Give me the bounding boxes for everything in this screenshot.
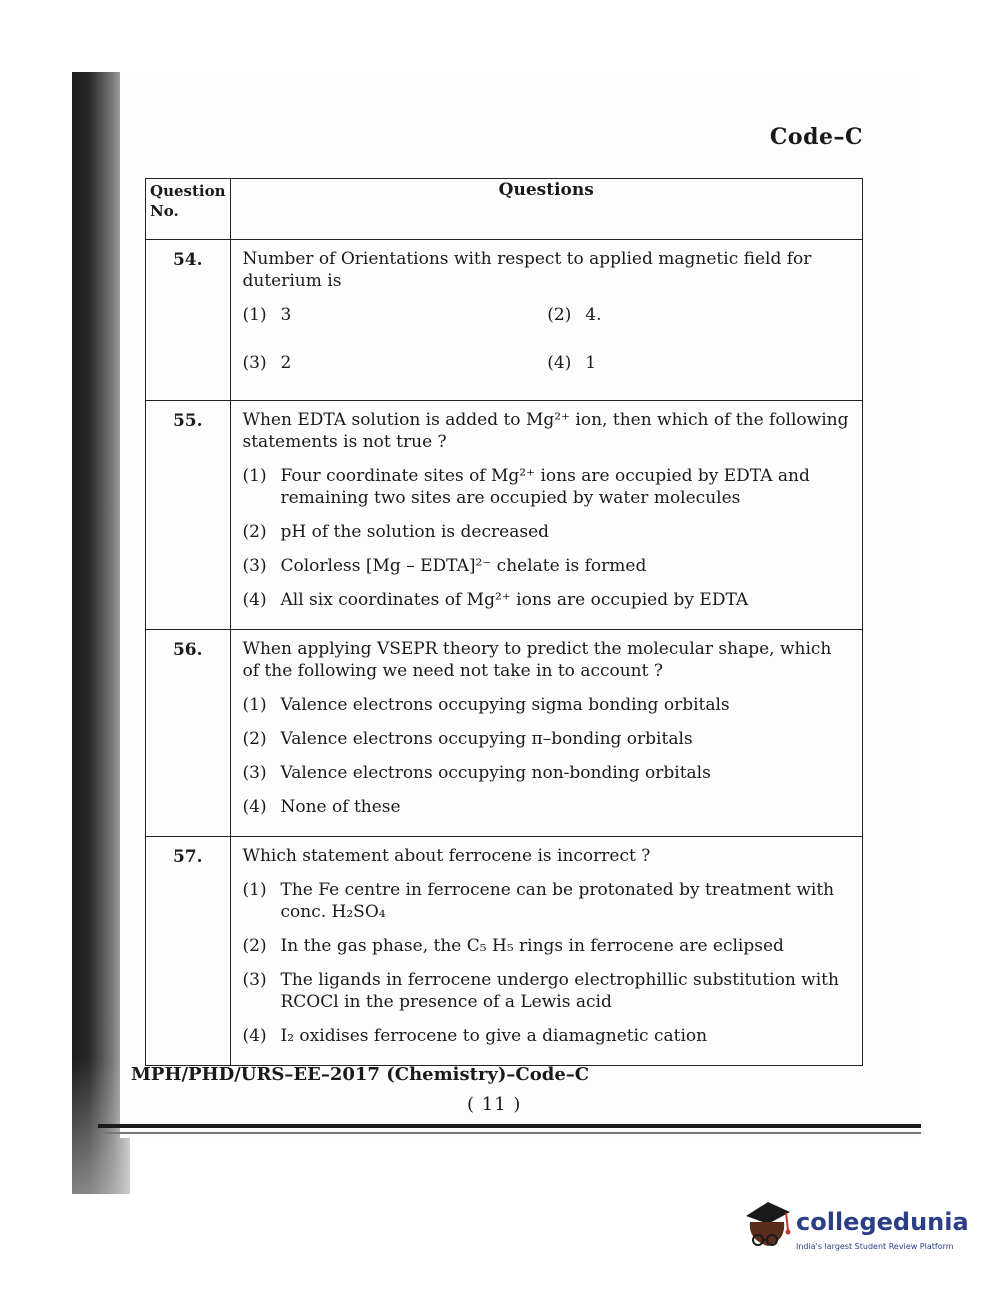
brand-tagline: India's largest Student Review Platform bbox=[796, 1242, 954, 1251]
question-stem: Which statement about ferrocene is incorrect ? bbox=[242, 846, 651, 866]
option bbox=[243, 969, 853, 1013]
question-stem: When applying VSEPR theory to predict the molecular shape, which of the following we need not take in to account ? bbox=[242, 639, 832, 681]
option-text: Colorless [Mg – EDTA]²⁻ chelate is formed bbox=[280, 556, 647, 576]
collegedunia-watermark bbox=[738, 1196, 969, 1262]
question-body bbox=[230, 837, 863, 1066]
bottom-rule bbox=[98, 1124, 921, 1128]
option-text: The Fe centre in ferrocene can be protonated by treatment with conc. H₂SO₄ bbox=[280, 880, 835, 922]
option bbox=[243, 762, 853, 784]
option-text: Valence electrons occupying sigma bonding orbitals bbox=[280, 695, 730, 715]
bottom-rule-shadow bbox=[98, 1132, 921, 1134]
question-body bbox=[230, 240, 863, 401]
option bbox=[243, 589, 853, 611]
option bbox=[243, 465, 853, 509]
option-number: (3) bbox=[242, 556, 267, 576]
option-text: 2 bbox=[280, 353, 292, 373]
option bbox=[547, 304, 852, 326]
option-text: The ligands in ferrocene undergo electrophillic substitution with RCOCl in the presence of a Lewis acid bbox=[280, 970, 839, 1012]
option-number: (1) bbox=[242, 695, 267, 715]
questions-header: Questions bbox=[230, 179, 863, 240]
option bbox=[243, 694, 853, 716]
question-number: 54. bbox=[146, 240, 231, 401]
option-text: Valence electrons occupying non-bonding orbitals bbox=[280, 763, 711, 783]
option-number: (1) bbox=[242, 466, 267, 486]
option-text: 4. bbox=[585, 305, 602, 325]
option-number: (4) bbox=[547, 353, 572, 373]
option bbox=[243, 304, 548, 326]
option bbox=[243, 796, 853, 818]
question-stem: When EDTA solution is added to Mg²⁺ ion, then which of the following statements is not true ? bbox=[242, 410, 849, 452]
exam-footer: MPH/PHD/URS–EE–2017 (Chemistry)–Code–C bbox=[131, 1064, 590, 1085]
option-number: (2) bbox=[547, 305, 572, 325]
option-text: 3 bbox=[280, 305, 292, 325]
option-number: (2) bbox=[242, 729, 267, 749]
mascot-logo-icon bbox=[738, 1196, 794, 1256]
option bbox=[243, 555, 853, 577]
option-number: (4) bbox=[242, 1026, 267, 1046]
question-row bbox=[146, 630, 863, 837]
option-text: All six coordinates of Mg²⁺ ions are occupied by EDTA bbox=[280, 590, 749, 610]
option bbox=[243, 935, 853, 957]
brand-name: collegedunia bbox=[796, 1208, 969, 1236]
question-body bbox=[230, 630, 863, 837]
option-text: 1 bbox=[585, 353, 597, 373]
option-number: (4) bbox=[242, 797, 267, 817]
options-grid bbox=[243, 304, 853, 386]
option-number: (2) bbox=[242, 936, 267, 956]
option-number: (3) bbox=[242, 353, 267, 373]
question-table bbox=[145, 178, 863, 1066]
option bbox=[243, 521, 853, 543]
question-number: 56. bbox=[146, 630, 231, 837]
option bbox=[243, 728, 853, 750]
question-body bbox=[230, 401, 863, 630]
option bbox=[547, 352, 852, 374]
question-row bbox=[146, 240, 863, 401]
option-number: (3) bbox=[242, 970, 267, 990]
question-no-header: Question No. bbox=[146, 179, 231, 240]
paper-code: Code–C bbox=[769, 124, 863, 150]
question-row bbox=[146, 837, 863, 1066]
option-text: I₂ oxidises ferrocene to give a diamagnetic cation bbox=[280, 1026, 708, 1046]
option-number: (1) bbox=[242, 880, 267, 900]
option bbox=[243, 1025, 853, 1047]
question-number: 57. bbox=[146, 837, 231, 1066]
option-text: Four coordinate sites of Mg²⁺ ions are occupied by EDTA and remaining two sites are occupied by water molecules bbox=[280, 466, 810, 508]
table-header-row bbox=[146, 179, 863, 240]
option-text: In the gas phase, the C₅ H₅ rings in ferrocene are eclipsed bbox=[280, 936, 784, 956]
option bbox=[243, 352, 548, 374]
option-number: (2) bbox=[242, 522, 267, 542]
option-number: (3) bbox=[242, 763, 267, 783]
page-number: ( 11 ) bbox=[467, 1094, 522, 1115]
option-text: Valence electrons occupying π–bonding orbitals bbox=[280, 729, 693, 749]
option-text: pH of the solution is decreased bbox=[280, 522, 550, 542]
option-number: (4) bbox=[242, 590, 267, 610]
option-text: None of these bbox=[280, 797, 401, 817]
option bbox=[243, 879, 853, 923]
question-stem: Number of Orientations with respect to applied magnetic field for duterium is bbox=[242, 249, 812, 291]
question-row bbox=[146, 401, 863, 630]
option-number: (1) bbox=[242, 305, 267, 325]
question-number: 55. bbox=[146, 401, 231, 630]
